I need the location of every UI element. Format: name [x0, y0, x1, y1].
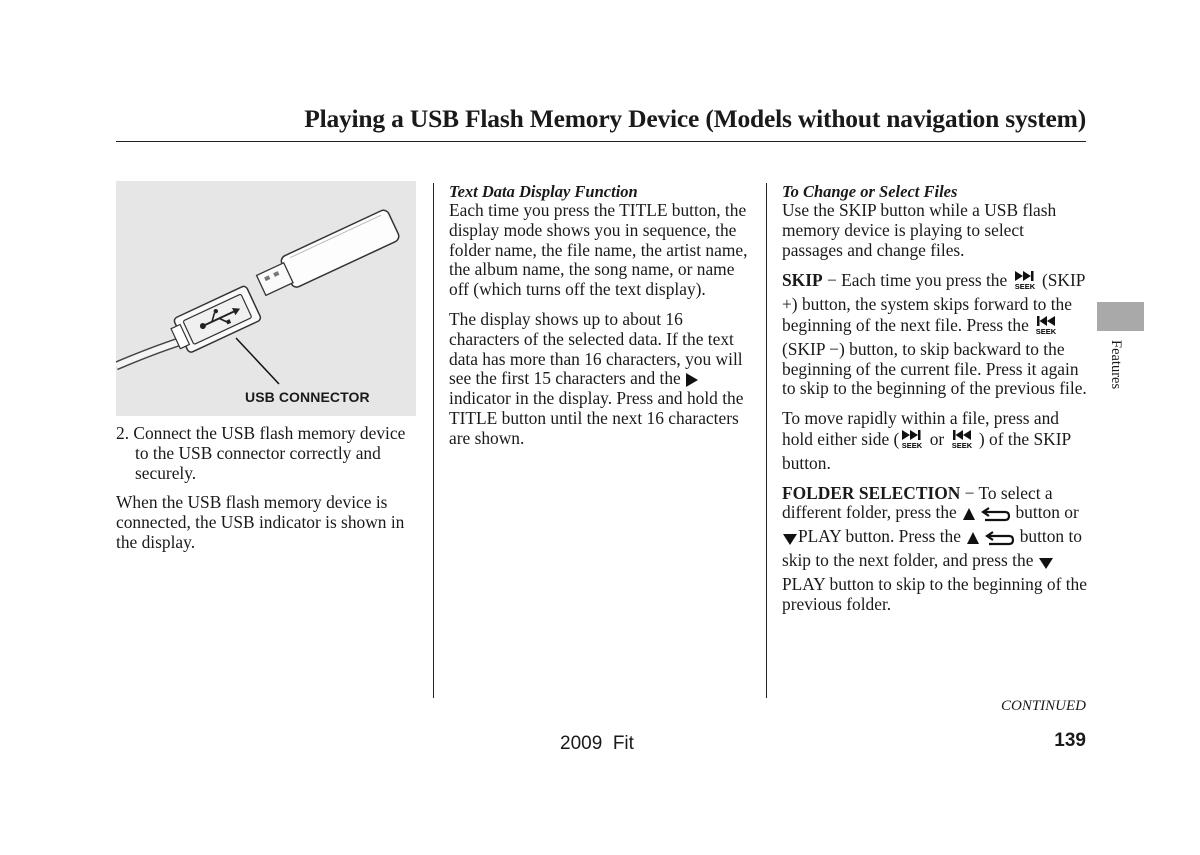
- up-return-icon-2: [965, 530, 1015, 551]
- rapid-paragraph: [782, 409, 1087, 473]
- rapid-text-a: To move rapidly within a file, press and hold either side (: [782, 408, 1059, 449]
- seek-back-text-2: SEEK: [951, 440, 972, 449]
- page-title: Playing a USB Flash Memory Device (Models without navigation system): [304, 104, 1086, 133]
- usb-drawing: [116, 181, 416, 416]
- rapid-or: or: [925, 428, 949, 449]
- display-paragraph: [449, 310, 754, 449]
- play-indicator-icon: [685, 372, 699, 388]
- skip-label: SKIP: [782, 270, 823, 291]
- folder-text-b: button or: [1015, 502, 1079, 523]
- folder-text-a: − To select a different folder, press the: [782, 482, 1053, 523]
- down-triangle-icon-2: [1038, 555, 1054, 575]
- title-rule: [116, 141, 1086, 142]
- change-files-heading: To Change or Select Files: [782, 182, 958, 201]
- column-2: [449, 183, 754, 459]
- text-data-heading: Text Data Display Function: [449, 182, 638, 201]
- up-return-icon: [961, 506, 1011, 527]
- page-number: 139: [1054, 730, 1086, 751]
- folder-paragraph: [782, 484, 1087, 615]
- skip-intro: Use the SKIP button while a USB flash memory device is playing to select passages and change files.: [782, 200, 1057, 260]
- seek-back-icon: [1033, 315, 1059, 340]
- usb-connector-label: USB CONNECTOR: [245, 389, 370, 405]
- column-divider-2: [766, 183, 767, 698]
- column-divider-1: [433, 183, 434, 698]
- continued-label: CONTINUED: [1000, 698, 1086, 714]
- column-3: [782, 183, 1087, 614]
- section-tab-label: Features: [1108, 340, 1124, 390]
- skip-text-a: − Each time you press the: [822, 270, 1008, 291]
- folder-text-e: PLAY button to skip to the beginning of the previous folder.: [782, 573, 1087, 614]
- rapid-text-b: ) of the SKIP button.: [782, 428, 1071, 473]
- display-text-a: The display shows up to about 16 characters of the selected data. If the text data has more than 16 characters, you will see the first 15 characters and the: [449, 308, 743, 389]
- skip-paragraph: [782, 270, 1087, 399]
- seek-back-text: SEEK: [1035, 326, 1057, 335]
- skip-text-c: (SKIP −) button, to skip backward to the beginning of the current file. Press it again to skip to the beginning of the previous file.: [782, 338, 1087, 399]
- section-tab: [1097, 302, 1144, 331]
- title-button-paragraph: Each time you press the TITLE button, the display mode shows you in sequence, the folder name, the file name, the artist name, the album name, the song name, or name off (which turns off the text display).: [449, 200, 748, 300]
- seek-forward-text-2: SEEK: [902, 440, 923, 449]
- seek-forward-icon-2: [899, 429, 925, 454]
- skip-text-b: (SKIP +) button, the system skips forward to the beginning of the next file. Press the: [782, 270, 1085, 335]
- usb-indicator-paragraph: When the USB flash memory device is connected, the USB indicator is shown in the display.: [116, 492, 405, 552]
- folder-text-d: button to skip to the next folder, and press the: [782, 526, 1083, 570]
- folder-text-c: PLAY button. Press the: [798, 526, 961, 547]
- usb-illustration: [116, 181, 416, 416]
- step-2: 2. Connect the USB flash memory device to the USB connector correctly and securely.: [116, 423, 406, 483]
- footer-model: 2009 Fit: [560, 733, 634, 754]
- down-triangle-icon: [782, 531, 798, 551]
- display-text-b: indicator in the display. Press and hold the TITLE button until the next 16 characters are shown.: [449, 388, 744, 448]
- seek-forward-icon: [1012, 270, 1038, 295]
- seek-back-icon-2: [949, 429, 975, 454]
- column-1: [116, 424, 416, 563]
- folder-label: FOLDER SELECTION: [782, 482, 961, 503]
- seek-forward-text: SEEK: [1014, 282, 1035, 291]
